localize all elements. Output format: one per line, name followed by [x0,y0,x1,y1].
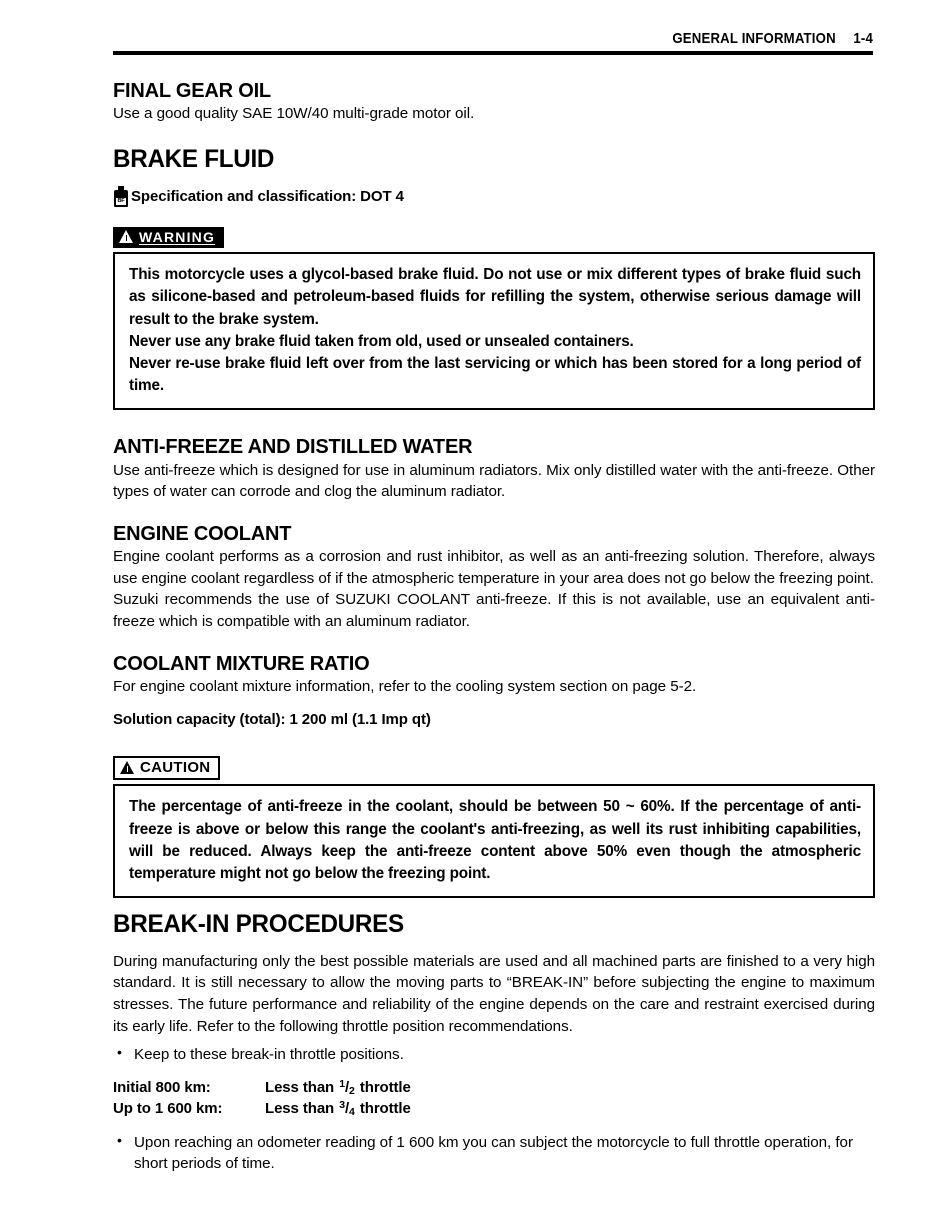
page-header [113,30,873,55]
brake-fluid-bottle-icon-label: BF [117,197,125,204]
brake-fluid-bottle-icon [113,186,129,207]
header-page-number: 1-4 [853,30,873,47]
fraction-denominator-1: 4 [349,1105,355,1118]
caution-note-box [113,784,875,898]
text-coolant-mixture: For engine coolant mixture information, refer to the cooling system section on page 5-2. [113,677,697,695]
fraction-numerator-1: 3 [339,1098,345,1111]
fraction-one-half: $^1$/2 [339,1077,355,1097]
warning-triangle-icon [119,230,134,243]
throttle-range-0: Initial 800 km: [113,1078,211,1096]
throttle-prefix-1: Less than [265,1099,335,1117]
throttle-suffix-1: throttle [359,1099,411,1117]
brake-fluid-spec-row [113,186,875,207]
warning-badge [113,227,224,248]
throttle-position-table [113,1078,411,1120]
throttle-suffix-0: throttle [359,1078,411,1096]
heading-final-gear-oil: FINAL GEAR OIL [113,80,271,102]
table-row [113,1078,411,1099]
header-rule [113,51,873,55]
text-solution-capacity: Solution capacity (total): 1 200 ml (1.1 Imp qt) [113,711,431,729]
brake-fluid-spec-text: Specification and classification: DOT 4 [131,187,404,205]
caution-triangle-icon [120,761,135,774]
throttle-prefix-0: Less than [265,1078,335,1096]
heading-break-in-procedures: BREAK-IN PROCEDURES [113,910,404,939]
text-engine-coolant-1: Engine coolant performs as a corrosion and rust inhibitor, as well as an anti-freezing solution. Therefore, always use engine coolant regardless of if the atmospheric temperature in your area does not go below the freezing point. [113,548,875,587]
heading-engine-coolant: ENGINE COOLANT [113,522,292,545]
warning-line-1: This motorcycle uses a glycol-based brake fluid. Do not use or mix different types of brake fluid such as silicone-based and petroleum-based fluids for refilling the system, otherwise serious damage will result to the brake system. [129,266,861,328]
text-anti-freeze: Use anti-freeze which is designed for use in aluminum radiators. Mix only distilled water with the anti-freeze. Other types of water can corrode and clog the aluminum radiator. [113,461,875,501]
heading-anti-freeze: ANTI-FREEZE AND DISTILLED WATER [113,436,473,459]
caution-text: The percentage of anti-freeze in the coolant, should be between 50 ~ 60%. If the percentage of anti-freeze is above or below this range the coolant's anti-freezing, as well its rust inhibiting capabilities, will be reduced. Always keep the anti-freeze content above 50% even though the atmospheric temperature might not go below the freezing point. [129,798,861,882]
warning-note-box [113,252,875,410]
fraction-denominator-0: 2 [349,1084,355,1097]
caution-badge-wrap [113,756,875,780]
header-text-row [204,30,873,47]
page-content [113,80,875,1175]
throttle-range-1: Up to 1 600 km: [113,1099,223,1117]
break-in-bullet-list-1 [113,1044,875,1066]
text-final-gear-oil: Use a good quality SAE 10W/40 multi-grade motor oil. [113,105,475,123]
caution-badge [113,756,220,780]
throttle-value-1 [265,1099,411,1120]
table-row [113,1099,411,1120]
heading-coolant-mixture-ratio: COOLANT MIXTURE RATIO [113,652,370,675]
list-item: • Upon reaching an odometer reading of 1 600 km you can subject the motorcycle to full throttle operation, for short periods of time. [113,1132,875,1175]
warning-line-2: Never use any brake fluid taken from old, used or unsealed containers. [129,332,634,350]
text-break-in-1: During manufacturing only the best possible materials are used and all machined parts are finished to a very high standard. It is still necessary to allow the moving parts to “BREAK-IN” before subjecting the engine to maximum stresses. The future performance and reliability of the engine depends on the care and restraint exercised during its early life. Refer to the following throttle position recommendations. [113,952,875,1035]
throttle-value-0 [265,1078,411,1099]
text-engine-coolant-2: Suzuki recommends the use of SUZUKI COOLANT anti-freeze. If this is not available, use an equivalent anti-freeze which is compatible with an aluminum radiator. [113,591,875,630]
warning-badge-wrap [113,227,875,249]
fraction-numerator-0: 1 [339,1077,345,1090]
warning-line-3: Never re-use brake fluid left over from the last servicing or which has been stored for a long period of time. [129,354,861,395]
list-item: • Keep to these break-in throttle positions. [113,1044,875,1066]
caution-badge-label: CAUTION [140,759,211,777]
heading-brake-fluid: BRAKE FLUID [113,144,275,173]
break-in-bullet-list-2 [113,1132,875,1175]
header-section-title: GENERAL INFORMATION [672,30,836,47]
fraction-three-quarters: $^3$/4 [339,1098,355,1118]
warning-badge-label: WARNING [139,228,216,245]
